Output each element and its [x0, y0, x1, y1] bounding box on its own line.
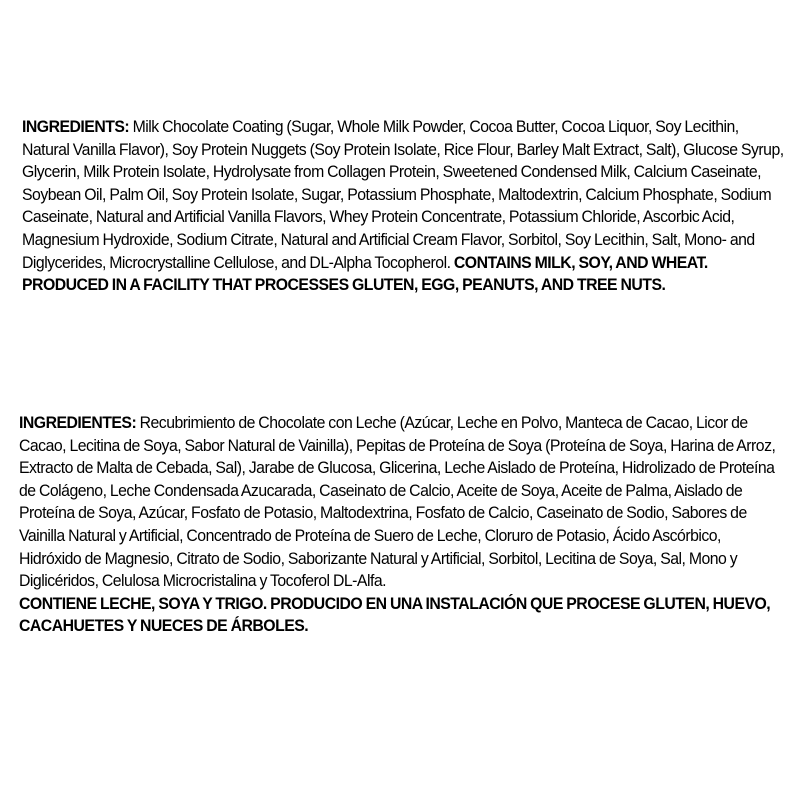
ingredients-list: Milk Chocolate Coating (Sugar, Whole Milk Powder, Cocoa Butter, Cocoa Liquor, Soy Lecithin, Natural Vanilla Flavor), Soy Protein Nuggets (Soy Protein Isolate, Rice Flour, Barley Malt Extract, Salt), Glucose Syrup, Glycerin, Milk Protein Isolate, Hydrolysate from Collagen Protein, Sweetened Condensed Milk, Calcium Caseinate, Soybean Oil, Palm Oil, Soy Protein Isolate, Sugar, Potassium Phosphate, Maltodextrin, Calcium Phosphate, Sodium Caseinate, Natural and Artificial Vanilla Flavors, Whey Protein Concentrate, Potassium Chloride, Ascorbic Acid, Magnesium Hydroxide, Sodium Citrate, Natural and Artificial Cream Flavor, Sorbitol, Soy Lecithin, Salt, Mono- and Diglycerides, Microcrystalline Cellulose, and DL-Alpha Tocopherol.: [22, 117, 784, 272]
ingredientes-label: INGREDIENTES:: [19, 413, 137, 432]
ingredientes-list: Recubrimiento de Chocolate con Leche (Azúcar, Leche en Polvo, Manteca de Cacao, Licor de Cacao, Lecitina de Soya, Sabor Natural de Vainilla), Pepitas de Proteína de Soya (Proteína de Soya, Harina de Arroz, Extracto de Malta de Cebada, Sal), Jarabe de Glucosa, Glicerina, Leche Aislado de Proteína, Hidrolizado de Proteína de Colágeno, Leche Condensada Azucarada, Caseinato de Calcio, Aceite de Soya, Aceite de Palma, Aislado de Proteína de Soya, Azúcar, Fosfato de Potasio, Maltodextrina, Fosfato de Calcio, Caseinato de Sodio, Sabores de Vainilla Natural y Artificial, Concentrado de Proteína de Suero de Leche, Cloruro de Potasio, Ácido Ascórbico, Hidróxido de Magnesio, Citrato de Sodio, Saborizante Natural y Artificial, Sorbitol, Lecitina de Soya, Sal, Mono y Diglicéridos, Celulosa Microcristalina y Tocoferol DL-Alfa.: [19, 413, 776, 591]
ingredients-panel-spanish: [19, 412, 782, 638]
allergen-warning-spanish: CONTIENE LECHE, SOYA Y TRIGO. PRODUCIDO EN UNA INSTALACIÓN QUE PROCESE GLUTEN, HUEVO, CACAHUETES Y NUECES DE ÁRBOLES.: [19, 593, 771, 636]
ingredients-panel-english: [22, 116, 785, 297]
ingredients-label: INGREDIENTS:: [22, 117, 130, 136]
allergen-warning: CONTAINS MILK, SOY, AND WHEAT. PRODUCED IN A FACILITY THAT PROCESSES GLUTEN, EGG, PEANUTS, AND TREE NUTS.: [22, 252, 708, 295]
